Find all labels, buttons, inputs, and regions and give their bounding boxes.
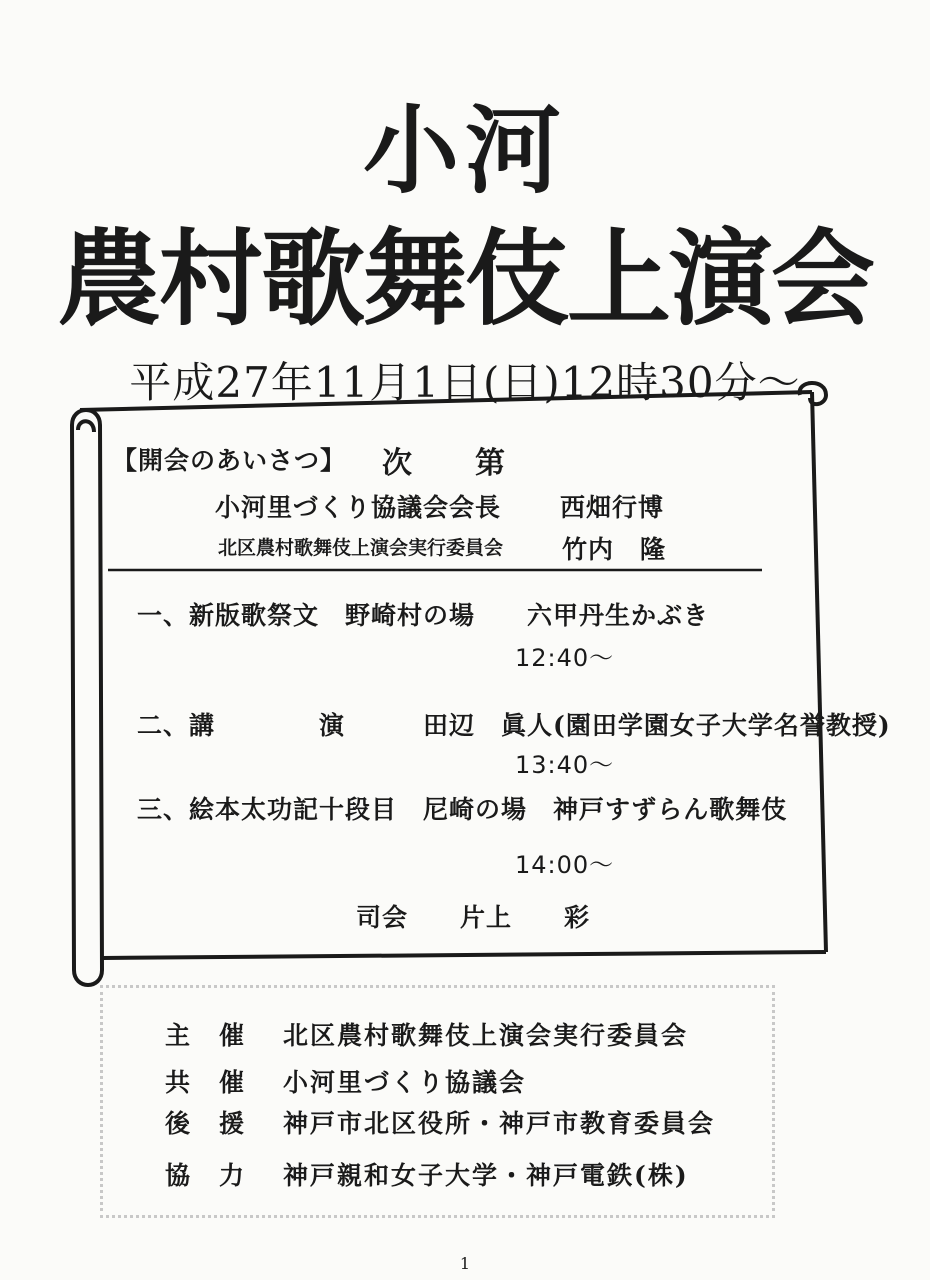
- opening-label: 【開会のあいさつ】: [112, 446, 347, 475]
- greeter-name-1: 西畑行博: [560, 493, 665, 522]
- organizer-value-1: 北区農村歌舞伎上演会実行委員会: [283, 1021, 689, 1050]
- mc-line: 司会 片上 彩: [356, 903, 591, 932]
- organizer-label-1: 主 催: [165, 1021, 247, 1050]
- organizer-label-2: 共 催: [165, 1068, 247, 1097]
- greeter-role-1: 小河里づくり協議会会長: [215, 493, 502, 522]
- program-item-3: 三、絵本太功記十段目 尼崎の場 神戸すずらん歌舞伎: [137, 795, 788, 824]
- greeter-role-2: 北区農村歌舞伎上演会実行委員会: [218, 537, 504, 559]
- event-date: 平成27年11月1日(日)12時30分～: [129, 358, 801, 407]
- organizer-value-3: 神戸市北区役所・神戸市教育委員会: [283, 1109, 716, 1138]
- title-line-1: 小河: [363, 94, 567, 207]
- program-item-2-time: 13:40～: [515, 751, 615, 779]
- organizer-value-4: 神戸親和女子大学・神戸電鉄(株): [283, 1161, 689, 1190]
- greeter-name-2: 竹内 隆: [562, 535, 667, 564]
- program-item-1: 一、新版歌祭文 野崎村の場 六甲丹生かぶき: [137, 601, 710, 630]
- organizer-label-4: 協 力: [165, 1161, 247, 1190]
- organizer-value-2: 小河里づくり協議会: [283, 1068, 527, 1097]
- program-heading: 次 第: [382, 446, 506, 481]
- page-number: 1: [459, 1254, 471, 1273]
- program-item-2: 二、講 演 田辺 眞人(園田学園女子大学名誉教授): [137, 711, 891, 740]
- program-item-3-time: 14:00～: [515, 851, 615, 879]
- organizer-label-3: 後 援: [165, 1109, 247, 1138]
- program-item-1-time: 12:40～: [515, 644, 615, 672]
- title-line-2: 農村歌舞伎上演会: [56, 217, 873, 340]
